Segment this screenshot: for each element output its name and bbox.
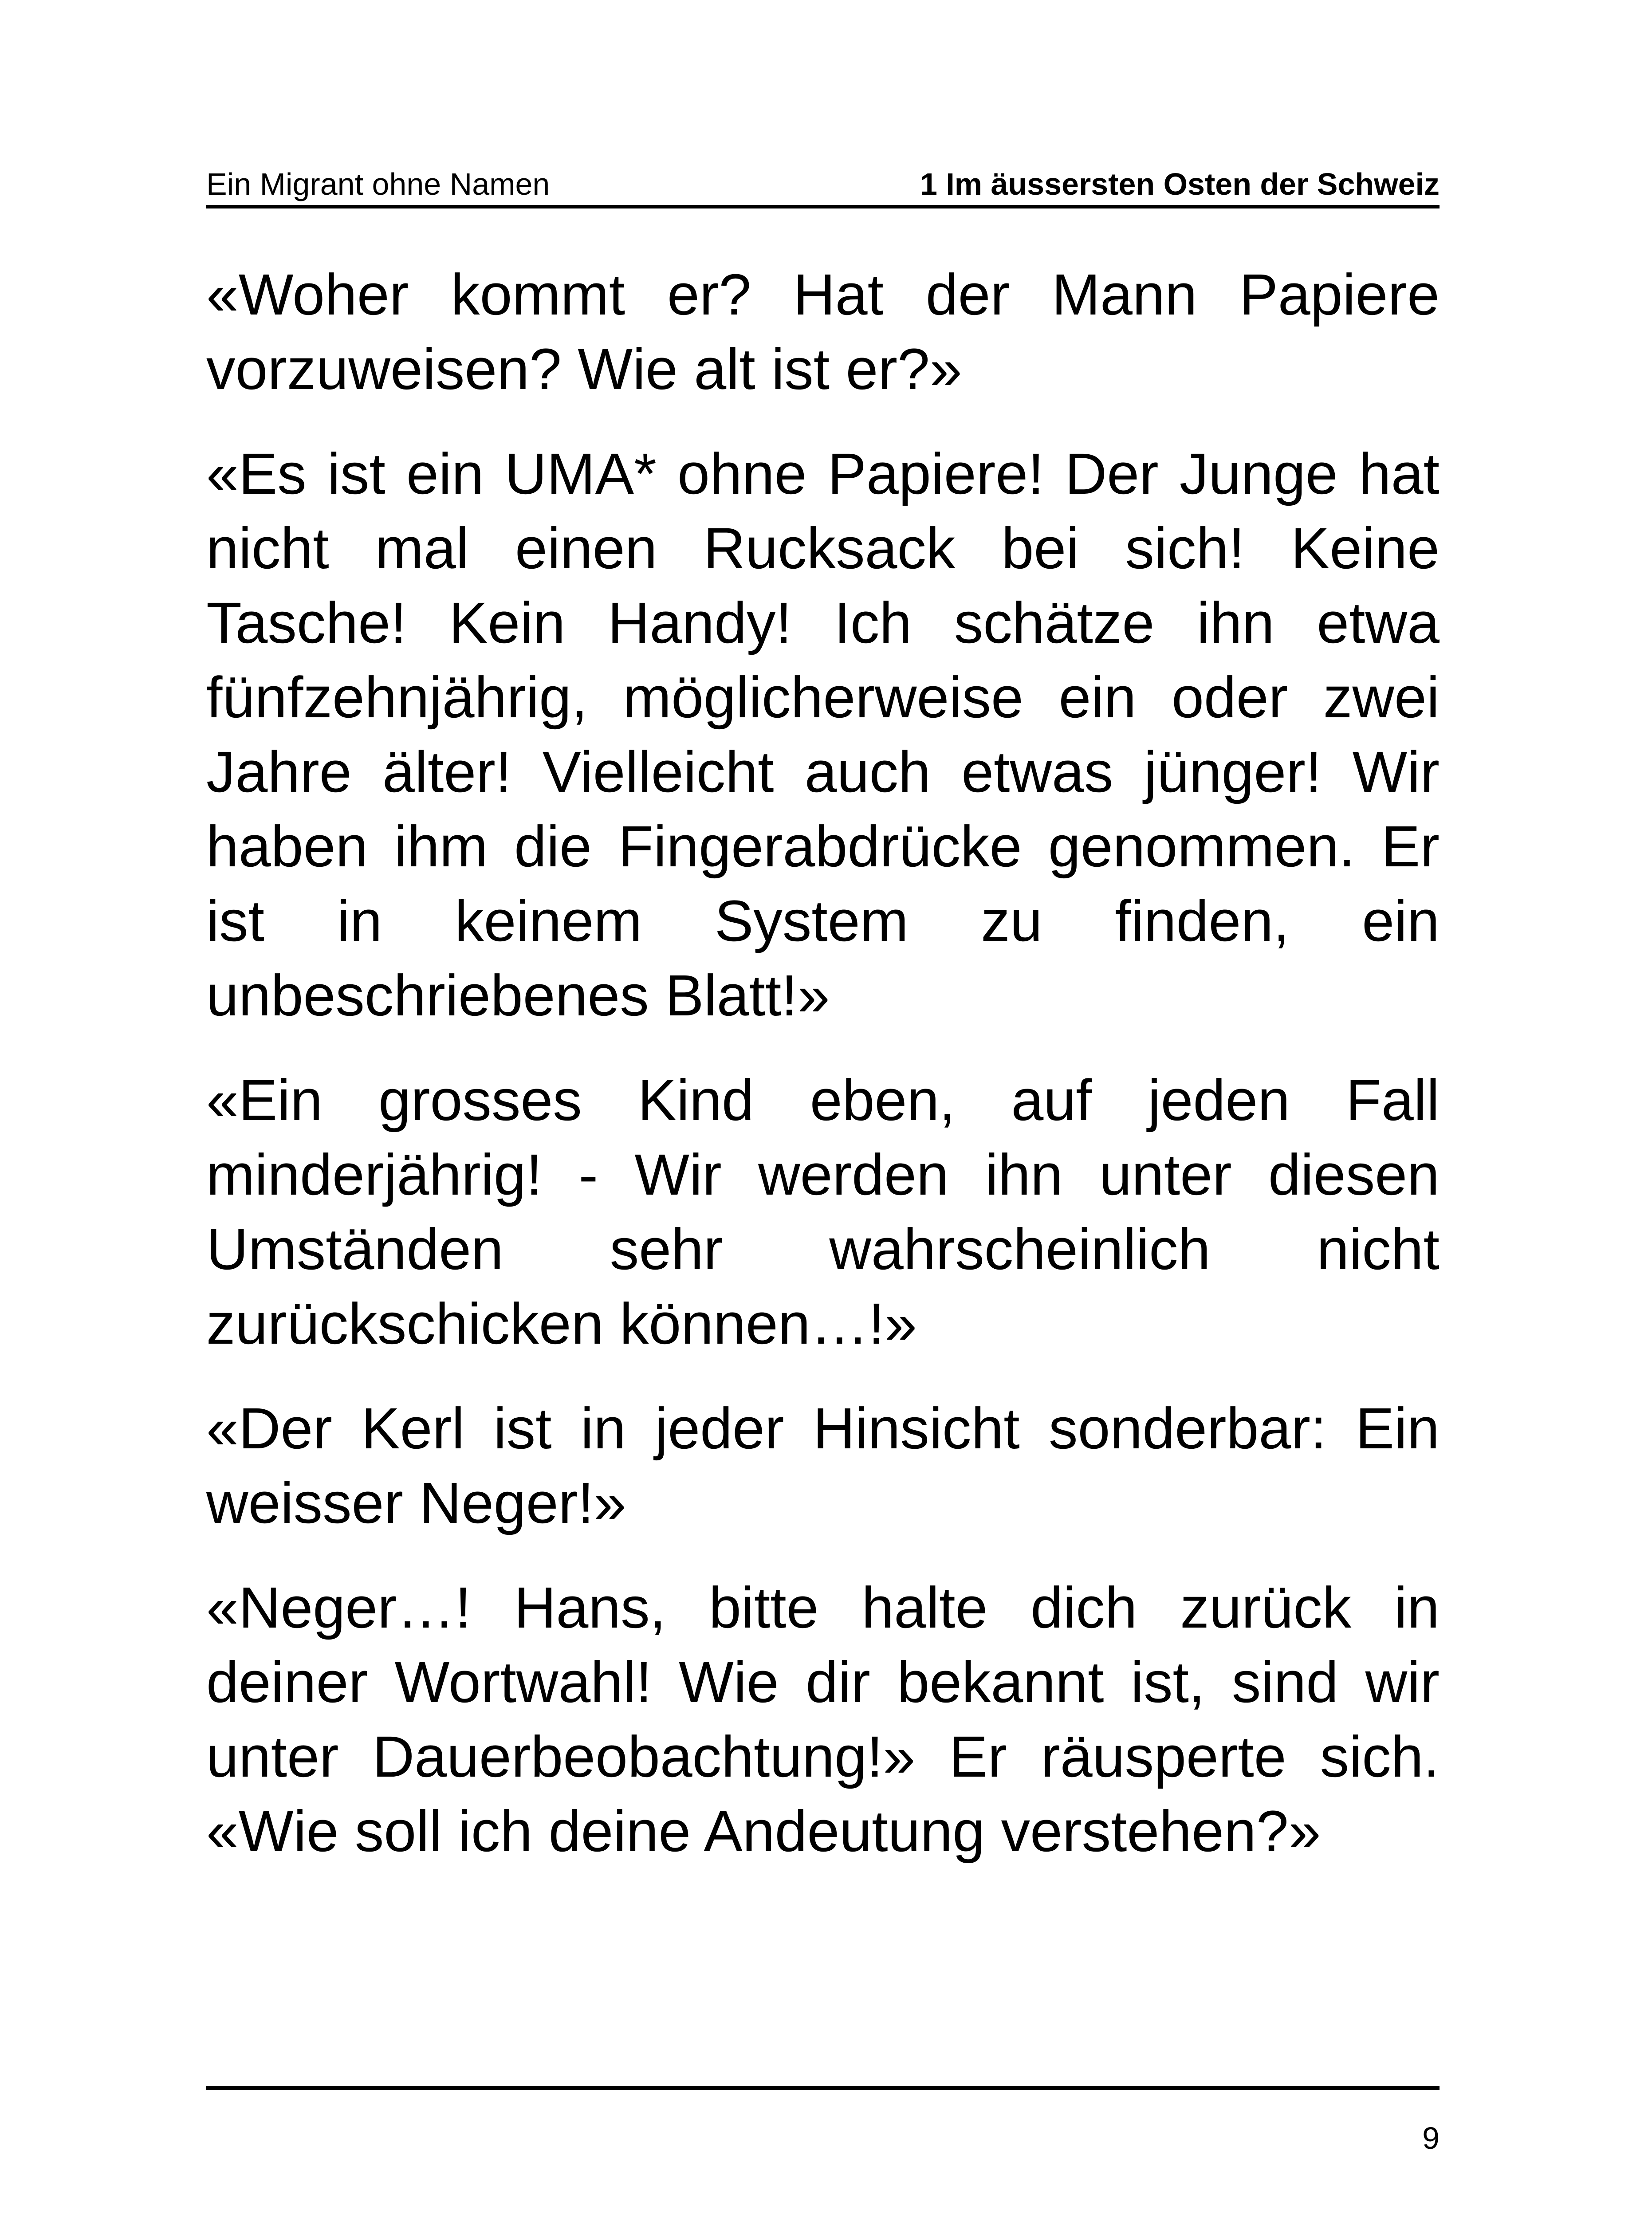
header-rule [206,205,1440,208]
footer-rule [206,2086,1440,2090]
paragraph: «Neger…! Hans, bitte halte dich zurück in deiner Wortwahl! Wie dir bekannt ist, sind wir unter Dauerbeobachtung!» Er räusperte sich. «Wie soll ich deine Andeutung verstehen?» [206,1575,1440,1864]
running-header [206,151,1440,200]
paragraph: «Woher kommt er? Hat der Mann Papiere vorzuweisen? Wie alt ist er?» [206,262,1440,401]
body-text [206,257,1440,1899]
paragraph: «Der Kerl ist in jeder Hinsicht sonderbar: Ein weisser Neger!» [206,1396,1440,1535]
chapter-title: 1 Im äussersten Osten der Schweiz [920,167,1440,201]
paragraph: «Ein grosses Kind eben, auf jeden Fall minderjährig! - Wir werden ihn unter diesen Umständen sehr wahrscheinlich nicht zurückschicken können…!» [206,1067,1440,1356]
paragraph: «Es ist ein UMA* ohne Papiere! Der Junge hat nicht mal einen Rucksack bei sich! Keine Tasche! Kein Handy! Ich schätze ihn etwa fünfzehnjährig, möglicherweise ein oder zwei Jahre älter! Vielleicht auch etwas jünger! Wir haben ihm die Fingerabdrücke genommen. Er ist in keinem System zu finden, ein unbeschriebenes Blatt!» [206,441,1440,1028]
page-number: 9 [1422,2121,1440,2155]
book-title: Ein Migrant ohne Namen [206,167,550,201]
